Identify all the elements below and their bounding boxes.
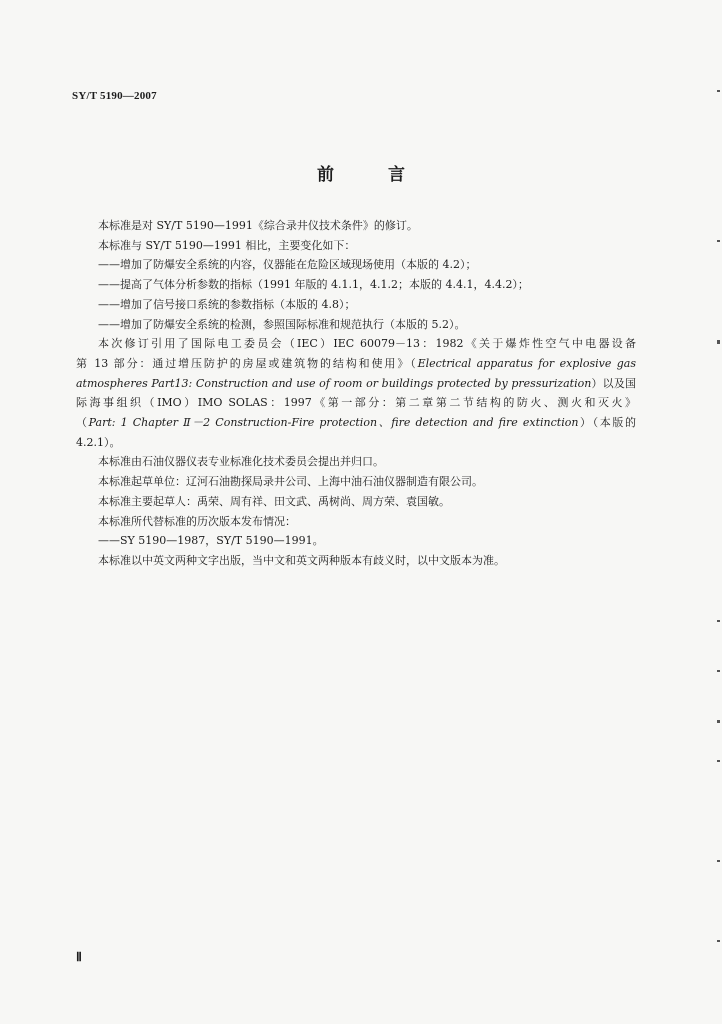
page-title: 前 言	[317, 165, 429, 185]
foreword-body	[76, 216, 636, 571]
reference-english-title: Electrical apparatus for explosive gas	[417, 356, 636, 370]
paragraph-revision-note: 本标准是对 SY/T 5190—1991《综合录井仪技术条件》的修订。	[98, 219, 418, 232]
reference-line: 本次修订引用了国际电工委员会（IEC）IEC 60079－13：1982《关于爆炸性空气中电器设备	[98, 337, 636, 351]
reference-line	[76, 374, 636, 394]
reference-line: 际海事组织（IMO）IMO SOLAS：1997《第一部分：第二章第二节结构的防火、测火和灭火》	[76, 396, 636, 410]
paragraph-changes-intro: 本标准与 SY/T 5190—1991 相比，主要变化如下：	[98, 238, 356, 252]
paragraph-proposer: 本标准由石油仪器仪表专业标准化技术委员会提出并归口。	[98, 455, 384, 469]
history-item: ——SY 5190—1987，SY/T 5190—1991。	[98, 534, 324, 548]
reference-english-title: atmospheres Part13: Construction and use of room or buildings protected by pressurization	[76, 376, 592, 390]
change-item: ——增加了防爆安全系统的检测，参照国际标准和规范执行（本版的 5.2）。	[98, 317, 466, 331]
change-item: ——提高了气体分析参数的指标（1991 年版的 4.1.1，4.1.2；本版的 4.4.1，4.4.2）；	[98, 278, 529, 292]
reference-line: 4.2.1）。	[76, 435, 121, 449]
reference-english-title: Part: 1 Chapter Ⅱ－2 Construction-Fire protection、fire detection and fire extinction	[88, 416, 579, 430]
reference-text: ）（本版的	[578, 416, 636, 430]
scan-edge-marks	[716, 60, 720, 1000]
paragraph-language-note: 本标准以中英文两种文字出版，当中文和英文两种版本有歧义时，以中文版本为准。	[98, 553, 505, 567]
document-code: SY/T 5190—2007	[72, 90, 157, 102]
reference-line	[76, 354, 636, 374]
paragraph-references	[76, 334, 636, 452]
change-item: ——增加了信号接口系统的参数指标（本版的 4.8）；	[98, 297, 356, 311]
reference-line	[76, 413, 636, 433]
reference-text: 第 13 部分：通过增压防护的房屋或建筑物的结构和使用》（	[76, 356, 418, 370]
paragraph-history-intro: 本标准所代替标准的历次版本发布情况：	[98, 514, 296, 528]
change-item: ——增加了防爆安全系统的内容，仪器能在危险区域现场使用（本版的 4.2）；	[98, 258, 477, 272]
reference-text: ）以及国	[591, 376, 636, 390]
paragraph-drafters: 本标准主要起草人：禹荣、周有祥、田文武、禹树尚、周方荣、袁国敏。	[98, 494, 450, 508]
page-number: Ⅱ	[76, 950, 82, 964]
reference-text: （	[76, 416, 89, 430]
paragraph-drafting-units: 本标准起草单位：辽河石油勘探局录井公司、上海中油石油仪器制造有限公司。	[98, 475, 483, 489]
